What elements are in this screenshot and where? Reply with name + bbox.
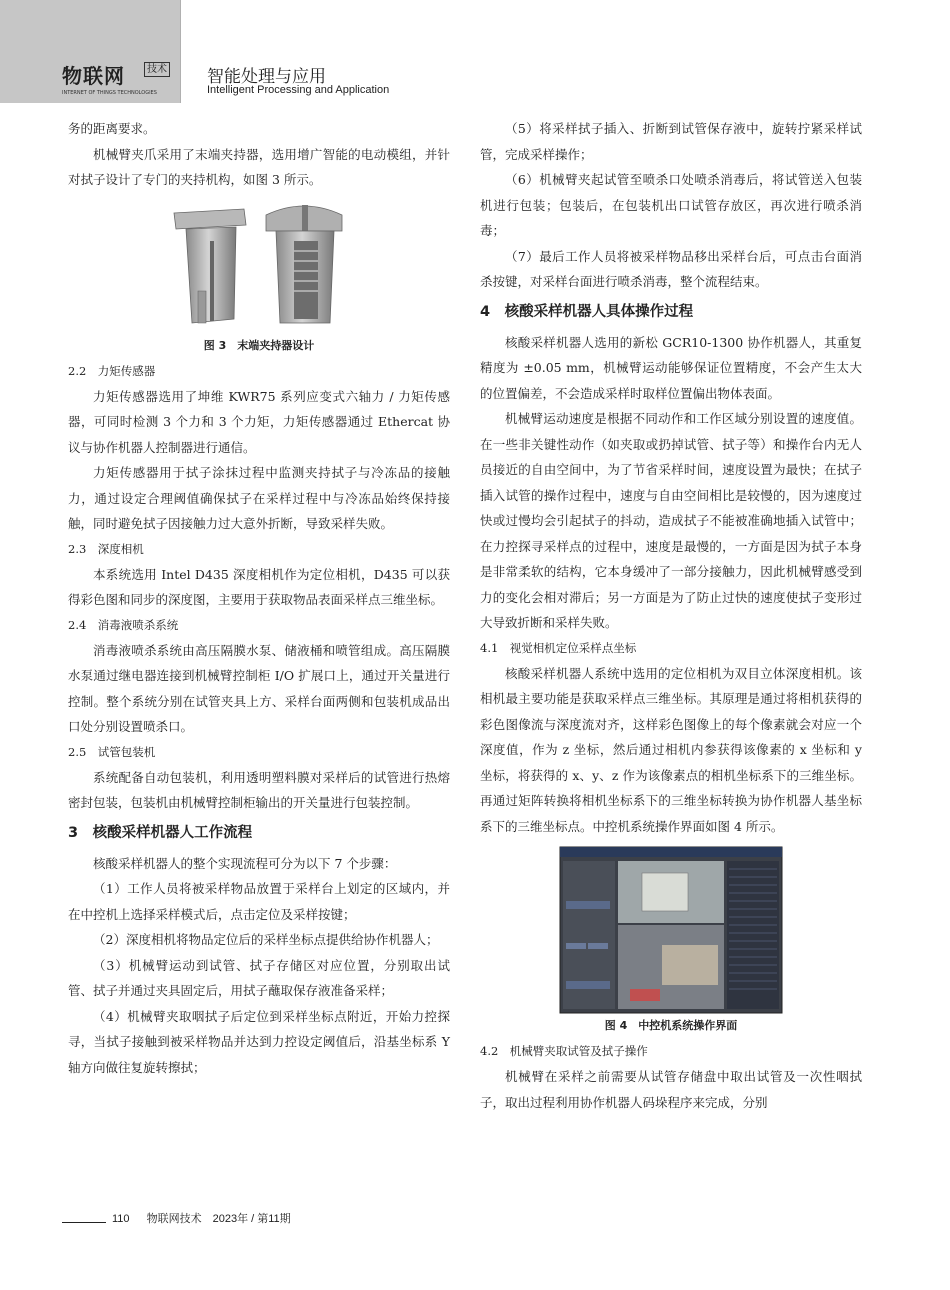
section-heading: 4 核酸采样机器人具体操作过程: [480, 303, 694, 320]
list-item: （3）机械臂运动到试管、拭子存储区对应位置，分别取出试管、拭子并通过夹具固定后，用拭子蘸取保存液准备采样；: [68, 957, 450, 998]
paragraph: 力矩传感器选用了坤维 KWR75 系列应变式六轴力 / 力矩传感器，可同时检测 3 个力和 3 个力矩，力矩传感器通过 Ethercat 协议与协作机器人控制器进行通信。: [68, 388, 450, 455]
logo-badge: 技术: [144, 62, 170, 77]
paragraph: 机械臂在采样之前需要从试管存储盘中取出试管及一次性咽拭子，取出过程利用协作机器人码垛程序来完成，分别: [480, 1069, 862, 1110]
paragraph: 务的距离要求。: [68, 121, 156, 136]
paragraph: 核酸采样机器人的整个实现流程可分为以下 7 个步骤：: [93, 855, 397, 871]
journal-logo: [62, 60, 174, 98]
list-item: （6）机械臂夹起试管至喷杀口处喷杀消毒后，将试管送入包装机进行包装；包装后，在包装机出口试管存放区，再次进行喷杀消毒；: [480, 172, 862, 238]
paragraph: 机械臂运动速度是根据不同动作和工作区域分别设置的速度值。在一些非关键性动作（如夹取或扔掉试管、拭子等）和操作台内无人员接近的自由空间中，为了节省采样时间，速度设置为最快；在拭子插入试管的操作过程中，速度与自由空间相比是较慢的，因为速度过快或过慢均会引起拭子的抖动，造成拭子不能被准确地插入试管中；在力控探寻采样点的过程中，速度是最慢的，一方面是因为拭子本身是非常柔软的结构，它本身缓冲了一部分接触力，因此机械臂感受到力的变化会相对滞后；另一方面是为了防止过快的速度使拭子变形过大导致折断和采样失败。: [480, 411, 862, 630]
paragraph: 力矩传感器用于拭子涂抹过程中监测夹持拭子与冷冻品的接触力，通过设定合理阈值确保拭子在采样过程中与冷冻品始终保持接触，同时避免拭子因接触力过大意外折断，导致采样失败。: [68, 465, 450, 531]
subsection-heading: 2.3 深度相机: [68, 541, 144, 556]
left-column: [68, 116, 450, 1080]
page-number: 110: [112, 1213, 130, 1225]
figure-3-caption: 图 3 末端夹持器设计: [203, 338, 315, 352]
list-item: （2）深度相机将物品定位后的采样坐标点提供给协作机器人；: [93, 932, 439, 947]
right-column: [480, 116, 862, 1115]
paragraph: 机械臂夹爪采用了末端夹持器，选用增广智能的电动模组，并针对拭子设计了专门的夹持机构，如图 3 所示。: [68, 146, 450, 187]
subsection-heading: 2.2 力矩传感器: [68, 363, 156, 378]
subsection-heading: 4.2 机械臂夹取试管及拭子操作: [480, 1044, 648, 1058]
section-title-en: Intelligent Processing and Application: [207, 84, 390, 96]
logo-subtitle: INTERNET OF THINGS TECHNOLOGIES: [62, 90, 157, 96]
subsection-heading: 2.5 试管包装机: [68, 744, 156, 759]
figure-4-caption: 图 4 中控机系统操作界面: [604, 1019, 738, 1032]
list-item: （5）将采样拭子插入、折断到试管保存液中，旋转拧紧采样试管，完成采样操作；: [480, 121, 862, 162]
list-item: （7）最后工作人员将被采样物品移出采样台后，可点击台面消杀按键，对采样台面进行喷杀消毒，整个流程结束。: [480, 248, 862, 289]
journal-issue: 物联网技术 2023年 / 第11期: [146, 1213, 291, 1225]
header-divider: [180, 0, 181, 103]
paragraph: 核酸采样机器人系统中选用的定位相机为双目立体深度相机。该相机最主要功能是获取采样点三维坐标。其原理是通过将相机获得的彩色图像流与深度流对齐，这样彩色图像上的每个像素就会对应一个深度值，作为 z 坐标，然后通过相机内参获得该像素的 x 坐标和 y 坐标，将获得的 x、y、z 作为该像素点的相机坐标系下的三维坐标。再通过矩阵转换将相机坐标系下的三维坐标转换为协作机器人基坐标系下的三维坐标点。中控机系统操作界面如图 4 所示。: [480, 665, 862, 834]
section-title-cn: 智能处理与应用: [207, 67, 326, 87]
list-item: （4）机械臂夹取咽拭子后定位到采样坐标点附近，开始力控探寻，当拭子接触到被采样物品并达到力控设定阈值后，沿基坐标系 Y 轴方向做往复旋转擦拭；: [68, 1008, 450, 1075]
paragraph: 消毒液喷杀系统由高压隔膜水泵、储液桶和喷管组成。高压隔膜水泵通过继电器连接到机械臂控制柜 I/O 扩展口上，通过开关量进行控制。整个系统分别在试管夹具上方、采样台面两侧和包装机成品出口处分别设置喷杀口。: [68, 642, 450, 734]
gripper-illustration: [68, 201, 450, 333]
subsection-heading: 2.4 消毒液喷杀系统: [68, 617, 179, 632]
figure-4: [480, 845, 862, 1015]
subsection-heading: 4.1 视觉相机定位采样点坐标: [480, 640, 637, 655]
paragraph: 本系统选用 Intel D435 深度相机作为定位相机，D435 可以获得彩色图和同步的深度图，主要用于获取物品表面采样点三维坐标。: [68, 566, 450, 607]
paragraph: 系统配备自动包装机，利用透明塑料膜对采样后的试管进行热熔密封包装，包装机由机械臂控制柜输出的开关量进行包装控制。: [68, 769, 450, 810]
figure-3: [68, 201, 450, 333]
page-footer: [62, 1210, 291, 1226]
section-heading: 3 核酸采样机器人工作流程: [68, 824, 253, 841]
logo-text: 物联网: [62, 64, 125, 88]
list-item: （1）工作人员将被采样物品放置于采样台上划定的区域内，并在中控机上选择采样模式后，点击定位及采样按键；: [68, 881, 450, 922]
control-ui-screenshot: [480, 845, 862, 1015]
paragraph: 核酸采样机器人选用的新松 GCR10-1300 协作机器人，其重复精度为 ±0.05 mm，机械臂运动能够保证位置精度，不会产生太大的位置偏差，不会造成采样时取样位置偏出物体表面。: [480, 334, 862, 401]
